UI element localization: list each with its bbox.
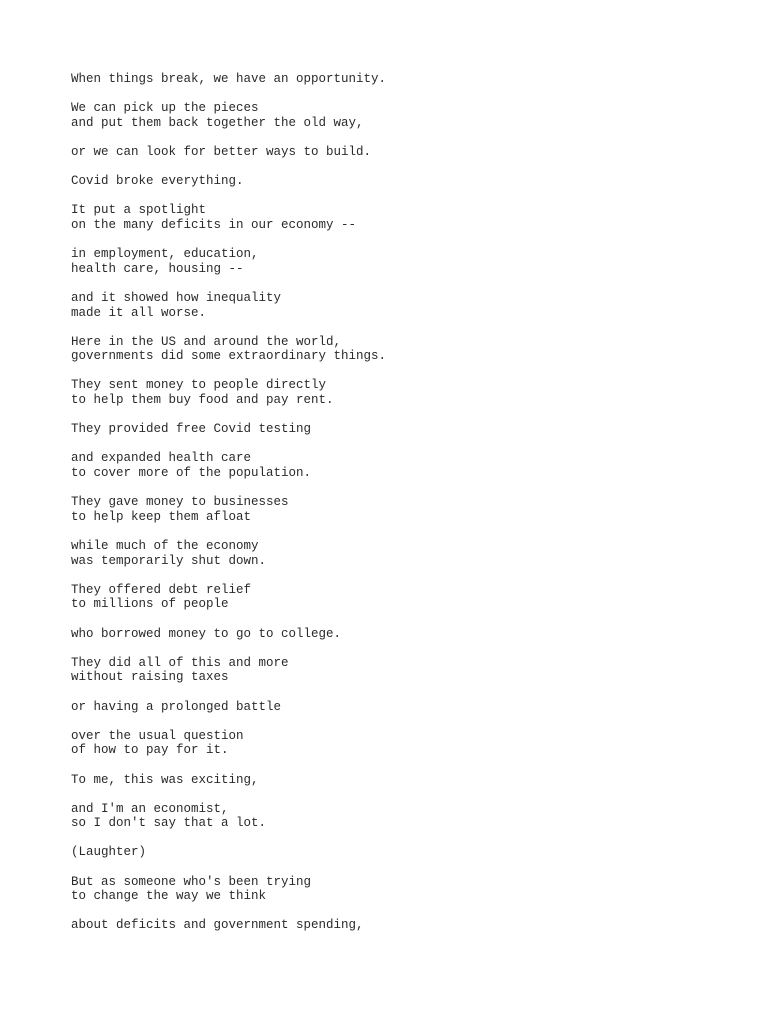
paragraph [71,145,731,160]
text-line: governments did some extraordinary things. [71,349,387,364]
text-line: They sent money to people directly [71,378,327,393]
text-line: while much of the economy [71,539,259,553]
text-line: so I don't say that a lot. [71,816,267,831]
paragraph [71,656,731,685]
paragraph [71,378,731,407]
text-line: health care, housing -- [71,261,244,276]
paragraph [71,845,731,860]
text-line: They provided free Covid testing [71,422,312,437]
paragraph [71,335,731,364]
document-page [71,72,731,948]
paragraph [71,72,731,87]
paragraph [71,247,731,276]
paragraph [71,773,731,788]
text-line: They did all of this and more [71,655,289,670]
paragraph [71,451,731,480]
paragraph [71,101,731,130]
text-line: about deficits and government spending, [71,918,364,933]
text-line: to millions of people [71,597,229,612]
text-line: Covid broke everything. [71,174,244,189]
text-line: and I'm an economist, [71,801,229,816]
text-line: in employment, education, [71,247,259,262]
text-line: and put them back together the old way, [71,115,364,130]
text-line: It put a spotlight [71,203,207,218]
paragraph [71,539,731,568]
text-line: who borrowed money to go to college. [71,626,342,641]
text-line: Here in the US and around the world, [71,334,342,349]
paragraph [71,627,731,642]
text-line: on the many deficits in our economy -- [71,217,357,232]
text-line: to help them buy food and pay rent. [71,393,334,408]
text-line: without raising taxes [71,670,229,685]
text-line: to cover more of the population. [71,466,312,481]
text-line: But as someone who's been trying [71,874,312,889]
text-line: We can pick up the pieces [71,101,259,116]
paragraph [71,918,731,933]
text-line: of how to pay for it. [71,743,229,758]
paragraph [71,203,731,232]
paragraph [71,495,731,524]
text-line: was temporarily shut down. [71,553,267,568]
text-line: They offered debt relief [71,582,252,597]
paragraph [71,291,731,320]
text-line: or having a prolonged battle [71,699,282,714]
paragraph [71,802,731,831]
text-line: over the usual question [71,728,244,743]
text-line: made it all worse. [71,305,207,320]
text-line: They gave money to businesses [71,495,289,510]
paragraph [71,875,731,904]
text-line: or we can look for better ways to build. [71,144,372,159]
text-line: To me, this was exciting, [71,772,259,787]
paragraph [71,700,731,715]
text-line: (Laughter) [71,845,147,860]
text-line: and it showed how inequality [71,290,282,305]
paragraph [71,583,731,612]
paragraph [71,422,731,437]
text-line: to help keep them afloat [71,509,252,524]
text-line: to change the way we think [71,889,267,904]
text-line: When things break, we have an opportunity. [71,72,387,86]
paragraph [71,729,731,758]
text-line: and expanded health care [71,451,252,466]
paragraph [71,174,731,189]
